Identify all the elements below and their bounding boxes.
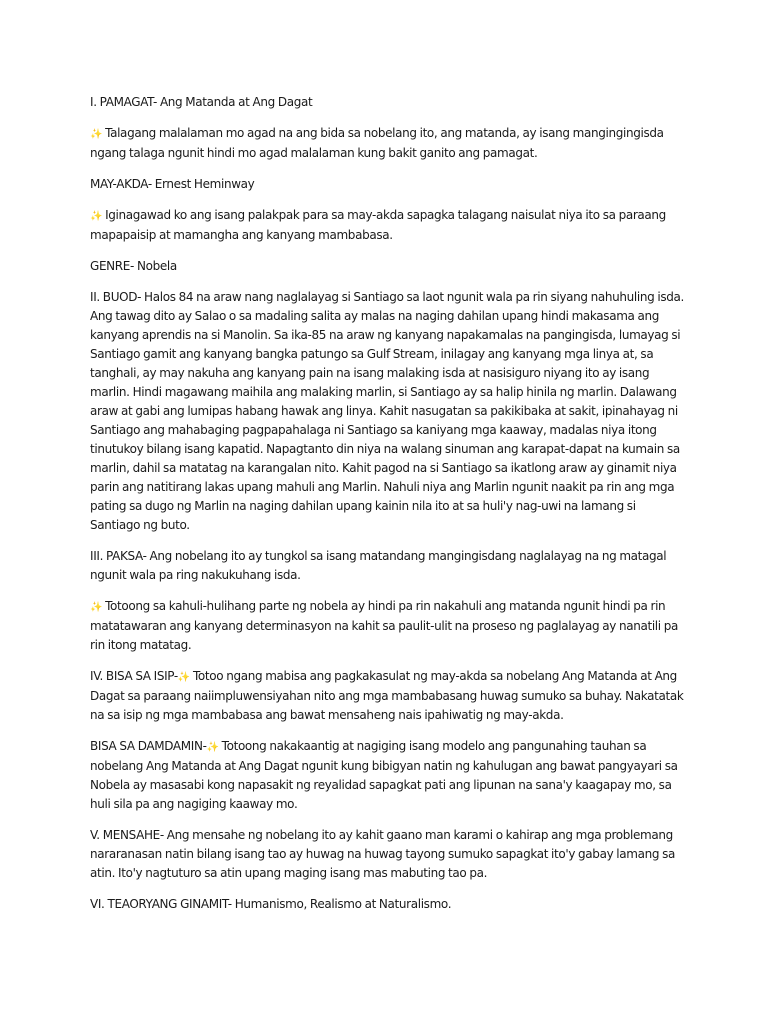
mind-effect-label: IV. BISA SA ISIP-	[90, 669, 178, 683]
document-body	[90, 93, 686, 926]
author-text: MAY-AKDA- Ernest Heminway	[90, 177, 255, 191]
theory-text: VI. TEAORYANG GINAMIT- Humanismo, Realismo at Naturalismo.	[90, 897, 452, 911]
message-text: V. MENSAHE- Ang mensahe ng nobelang ito ay kahit gaano man karami o kahirap ang mga problemang nararanasan natin bilang isang tao ay huwag na huwag tayong sumuko sapagkat ito'y gabay lamang sa atin. Ito'y nagtuturo sa atin upang maging isang mas mabuting tao pa.	[90, 828, 676, 880]
summary-text: II. BUOD- Halos 84 na araw nang naglalayag si Santiago sa laot ngunit wala pa rin siyang nahuhuling isda. Ang tawag dito ay Salao o sa madaling salita ay malas na naging dahilan upang hindi makasama ang kanyang aprendis na si Manolin. Sa ika-85 na araw ng kanyang napakamalas na pangingisda, lumayag si Santiago gamit ang kanyang bangka patungo sa Gulf Stream, inilagay ang kanyang mga linya at, sa tanghali, ay may nakuha ang kanyang pain na isang malaking isda at nasisiguro niyang ito ay isang marlin. Hindi magawang maihila ang malaking marlin, si Santiago ay sa halip hinila ng marlin. Dalawang araw at gabi ang lumipas habang hawak ang linya. Kahit nasugatan sa pakikibaka at sakit, ipinahayag ni Santiago ang mahabaging pagpapahalaga ni Santiago sa kaniyang mga kaaway, madalas niya itong tinutukoy bilang isang kapatid. Napagtanto din niya na walang sinuman ang karapat-dapat na kumain sa marlin, dahil sa matatag na karangalan nito. Kahit pagod na si Santiago sa ikatlong araw ay ginamit niya parin ang natitirang lakas upang mahuli ang Marlin. Nahuli niya ang Marlin ngunit naakit pa rin ang mga pating sa dugo ng Marlin na naging dahilan upang kainin nila ito at sa huli'y nag-uwi na lamang si Santiago ng buto.	[90, 290, 684, 532]
title-line	[90, 93, 686, 112]
emotion-effect-label: BISA SA DAMDAMIN-	[90, 739, 207, 753]
topic-paragraph	[90, 547, 686, 585]
emotion-effect-text: Totoong nakakaantig at nagiging isang modelo ang pangunahing tauhan sa nobelang Ang Matanda at Ang Dagat ngunit kung bibigyan natin ng kahulugan ang bawat pangyayari sa Nobela ay masasabi kong napasakit ng reyalidad sapagkat pati ang lipunan na sana'y kaagapay mo, sa huli sila pa ang nagiging kaaway mo.	[90, 739, 678, 811]
sparkle-icon: ✨	[206, 742, 219, 753]
sparkle-icon: ✨	[90, 211, 103, 222]
mind-effect-paragraph	[90, 667, 686, 725]
title-text: I. PAMAGAT- Ang Matanda at Ang Dagat	[90, 95, 313, 109]
theory-line	[90, 895, 686, 914]
topic-comment-text: Totoong sa kahuli-hulihang parte ng nobela ay hindi pa rin nakahuli ang matanda ngunit hindi pa rin matatawaran ang kanyang determinasyon na kahit sa paulit-ulit na proseso ng paglalayag ay nanatili pa rin itong matatag.	[90, 599, 679, 652]
author-comment-text: Iginagawad ko ang isang palakpak para sa may-akda sapagka talagang naisulat niya ito sa paraang mapapaisip at mamangha ang kanyang mambabasa.	[90, 208, 666, 242]
genre-text: GENRE- Nobela	[90, 259, 177, 273]
sparkle-icon: ✨	[90, 129, 103, 140]
sparkle-icon: ✨	[90, 602, 103, 613]
author-line	[90, 175, 686, 194]
message-paragraph	[90, 826, 686, 883]
sparkle-icon: ✨	[177, 672, 190, 683]
emotion-effect-paragraph	[90, 737, 686, 814]
author-comment	[90, 206, 686, 245]
topic-comment	[90, 597, 686, 655]
genre-line	[90, 257, 686, 276]
title-comment-text: Talagang malalaman mo agad na ang bida sa nobelang ito, ang matanda, ay isang mangingingisda ngang talaga ngunit hindi mo agad malalaman kung bakit ganito ang pamagat.	[90, 126, 664, 160]
summary-paragraph	[90, 288, 686, 535]
mind-effect-text: Totoo ngang mabisa ang pagkakasulat ng may-akda sa nobelang Ang Matanda at Ang Dagat sa paraang naiimpluwensiyahan nito ang mga mambabasang huwag sumuko sa buhay. Nakatatak na sa isip ng mga mambabasa ang bawat mensaheng nais ipahiwatig ng may-akda.	[90, 669, 684, 722]
topic-text: III. PAKSA- Ang nobelang ito ay tungkol sa isang matandang mangingisdang naglalayag na ng matagal ngunit wala pa ring nakukuhang isda.	[90, 549, 667, 582]
title-comment	[90, 124, 686, 163]
